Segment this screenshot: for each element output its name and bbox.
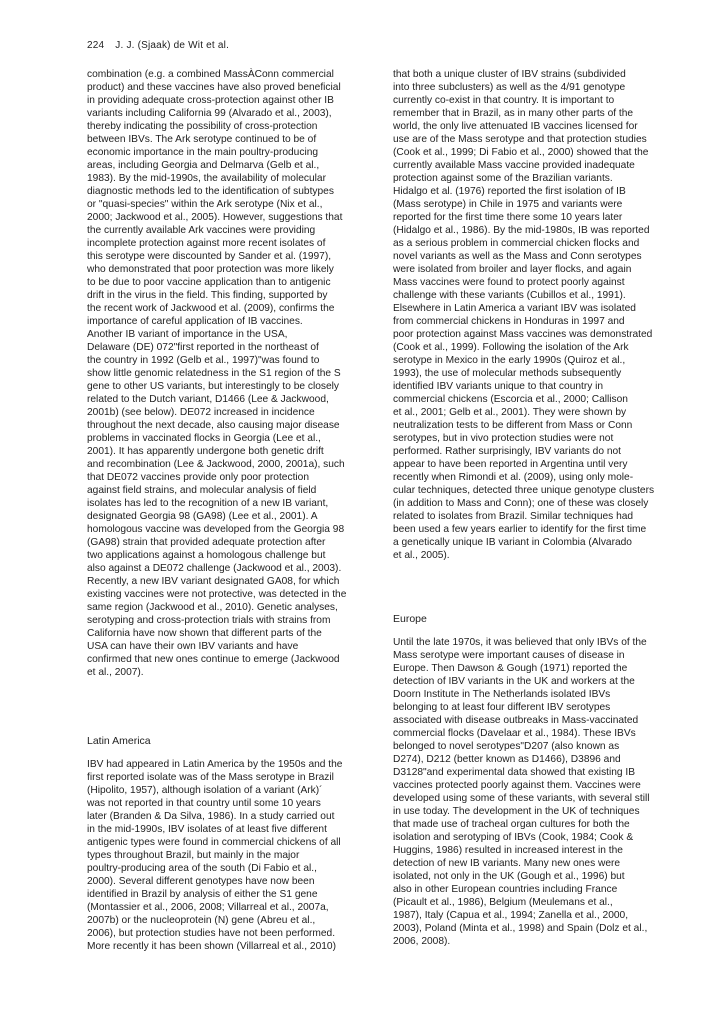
section-heading-europe: Europe bbox=[393, 613, 427, 625]
latin-america-text: IBV had appeared in Latin America by the 1950s and the first reported isolate was of the Mass serotype in Brazil (Hipolito, 1957), although isolation of a variant (Ark)´ was not reported in that country until some 10 years later (Branden & Da Silva, 1986). In a study carried out in the mid-1990s, IBV isolates of at least five different antigenic types were found in commercial chickens of all types throughout Brazil, but mainly in the major poultry-producing area of the south (Di Fabio et al., 2000). Several different genotypes have now been identified in Brazil by analysis of either the S1 gene (Montassier et al., 2006, 2008; Villarreal et al., 2007a, 2007b) or the nucleoprotein (N) gene (Abreu et al., 2006), but protection studies have not been performed. More recently it has been shown (Villarreal et al., 2010) bbox=[87, 759, 343, 952]
right-column-text: that both a unique cluster of IBV strains (subdivided into three subclusters) as well as the 4/91 genotype currently co-exist in that country. It is important to remember that in Brazil, as in many other parts of the world, the only live attenuated IB vaccines licensed for use are of the Mass serotype and that protection studies (Cook et al., 1999; Di Fabio et al., 2000) showed that the currently available Mass vaccine provided inadequate protection against some of the Brazilian variants. Hidalgo et al. (1976) reported the first isolation of IB (Mass serotype) in Chile in 1975 and variants were reported for the first time there some 10 years later (Hidalgo et al., 1986). By the mid-1980s, IB was reported as a serious problem in commercial chicken flocks and novel variants as well as the Mass and Conn serotypes were isolated from broiler and layer flocks, and again Mass vaccines were found to protect poorly against challenge with these variants (Cubillos et al., 1991). Elsewhere in Latin America a variant IBV was isolated from commercial chickens in Honduras in 1997 and poor protection against Mass vaccines was demonstrated (Cook et al., 1999). Following the isolation of the Ark serotype in Mexico in the early 1990s (Quiroz et al., 1993), the use of molecular methods subsequently identified IBV variants unique to that country in commercial chickens (Escorcia et al., 2000; Callison et al., 2001; Gelb et al., 2001). They were shown by neutralization tests to be different from Mass or Conn serotypes, but in vivo protection studies were not performed. Rather surprisingly, IBV variants do not appear to have been reported in Argentina until very recently when Rimondi et al. (2009), using only mole- cular techniques, detected three unique genotype clusters (in addition to Mass and Conn); one of these was closely related to isolates from Brazil. Similar techniques had been used a few years earlier to identify for the first time a genetically unique IB variant in Colombia (Alvarado et al., 2005). bbox=[393, 69, 655, 561]
right-column bbox=[393, 68, 661, 562]
left-column bbox=[87, 68, 355, 679]
section-heading-latin-america: Latin America bbox=[87, 735, 151, 747]
running-header bbox=[87, 40, 229, 51]
page-number: 224 bbox=[87, 40, 105, 51]
section-latin-america bbox=[87, 735, 355, 953]
running-title: J. J. (Sjaak) de Wit et al. bbox=[115, 40, 230, 51]
left-column-text: combination (e.g. a combined MassÀConn commercial product) and these vaccines have also proved beneficial in providing adequate cross-protection against other IB variants including California 99 (Alvarado et al., 2003), thereby indicating the possibility of cross-protection between IBVs. The Ark serotype continued to be of economic importance in the main poultry-producing areas, including Georgia and Delmarva (Gelb et al., 1983). By the mid-1990s, the availability of molecular diagnostic methods led to the identification of subtypes or "quasi-species" within the Ark serotype (Nix et al., 2000; Jackwood et al., 2005). However, suggestions that the currently available Ark vaccines were providing incomplete protection against more recent isolates of this serotype were discounted by Sander et al. (1997), who demonstrated that poor protection was more likely to be due to poor vaccine application than to antigenic drift in the virus in the field. This finding, supported by the recent work of Jackwood et al. (2009), confirms the importance of careful application of IB vaccines. Another IB variant of importance in the USA, Delaware (DE) 072"first reported in the northeast of the country in 1992 (Gelb et al., 1997)"was found to show little genomic relatedness in the S1 region of the S gene to other US variants, but interestingly to be closely related to the Dutch variant, D1466 (Lee & Jackwood, 2001b) (see below). DE072 increased in incidence throughout the next decade, also causing major disease problems in vaccinated flocks in Georgia (Lee et al., 2001). It has apparently undergone both genetic drift and recombination (Lee & Jackwood, 2000, 2001a), such that DE072 vaccines provide only poor protection against field strains, and molecular analysis of field isolates has led to the recognition of a new IB variant, designated Georgia 98 (GA98) (Lee et al., 2001). A homologous vaccine was developed from the Georgia 98 (GA98) strain that provided adequate protection after two applications against a homologous challenge but also against a DE072 challenge (Jackwood et al., 2003). Recently, a new IBV variant designated GA08, for which existing vaccines were not protective, was detected in the same region (Jackwood et al., 2010). Genetic analyses, serotyping and cross-protection trials with strains from California have now shown that different parts of the USA can have their own IBV variants and have confirmed that new ones continue to emerge (Jackwood et al., 2007). bbox=[87, 69, 347, 678]
europe-text: Until the late 1970s, it was believed that only IBVs of the Mass serotype were important causes of disease in Europe. Then Dawson & Gough (1971) reported the detection of IBV variants in the UK and workers at the Doorn Institute in The Netherlands isolated IBVs belonging to at least four different IBV serotypes associated with disease outbreaks in Mass-vaccinated commercial flocks (Davelaar et al., 1984). These IBVs belonged to novel serotypes"D207 (also known as D274), D212 (better known as D1466), D3896 and D3128"and experimental data showed that existing IB vaccines protected poorly against them. Vaccines were developed using some of these variants, with several still in use today. The development in the UK of techniques that made use of tracheal organ cultures for both the isolation and serotyping of IBVs (Cook, 1984; Cook & Huggins, 1986) resulted in increased interest in the detection of new IB variants. Many new ones were isolated, not only in the UK (Gough et al., 1996) but also in other European countries including France (Picault et al., 1986), Belgium (Meulemans et al., 1987), Italy (Capua et al., 1994; Zanella et al., 2000, 2003), Poland (Minta et al., 1998) and Spain (Dolz et al., 2006, 2008). bbox=[393, 637, 650, 947]
section-europe bbox=[393, 613, 661, 948]
